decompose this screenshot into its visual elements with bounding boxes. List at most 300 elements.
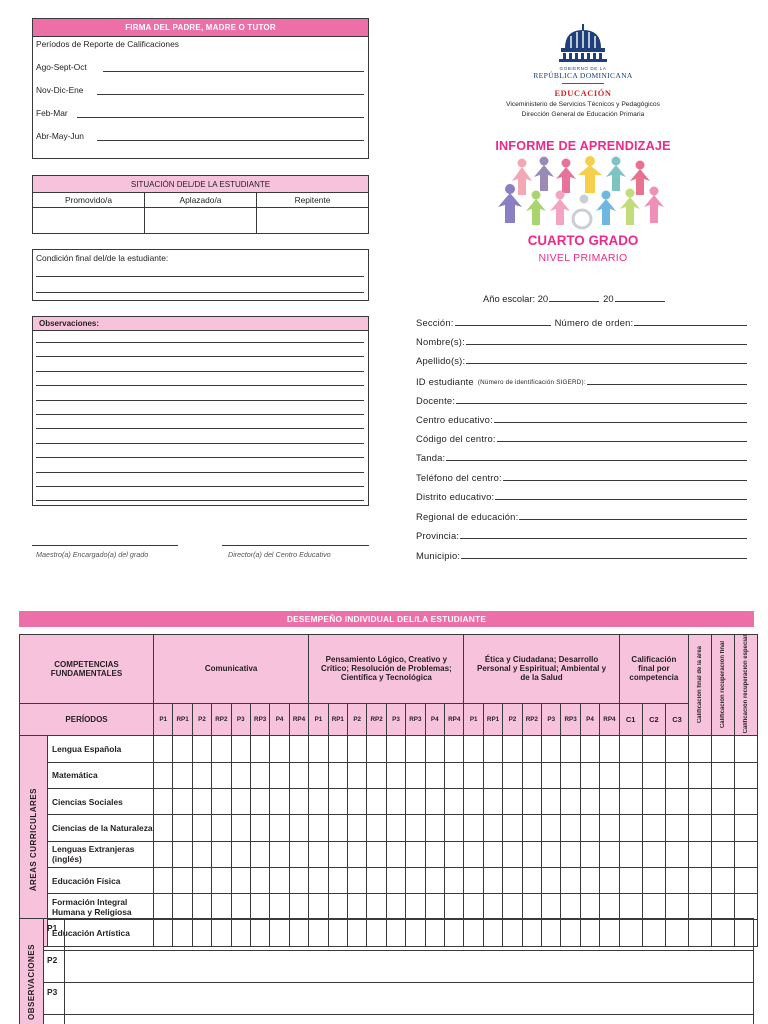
period-1-line[interactable] <box>103 71 364 72</box>
grade-cell[interactable] <box>425 841 444 867</box>
grade-cell[interactable] <box>689 736 712 762</box>
grade-cell[interactable] <box>192 815 211 841</box>
grade-cell[interactable] <box>154 762 173 788</box>
docente-row <box>416 392 747 406</box>
grade-cell[interactable] <box>580 736 599 762</box>
grade-cell[interactable] <box>231 894 250 920</box>
period-col-header: RP1 <box>483 703 502 736</box>
grade-cell[interactable] <box>425 867 444 893</box>
observaciones-line[interactable] <box>36 414 364 415</box>
observaciones-line[interactable] <box>36 356 364 357</box>
grade-cell[interactable] <box>619 894 642 920</box>
grade-cell[interactable] <box>348 736 367 762</box>
observaciones-line[interactable] <box>36 443 364 444</box>
grade-cell[interactable] <box>425 788 444 814</box>
grade-cell[interactable] <box>309 867 328 893</box>
grade-cell[interactable] <box>444 736 464 762</box>
subject-row <box>20 762 758 788</box>
obs-field-p1[interactable] <box>65 919 754 951</box>
grade-cell[interactable] <box>689 894 712 920</box>
grade-cell[interactable] <box>231 841 250 867</box>
grade-cell[interactable] <box>689 762 712 788</box>
grade-cell[interactable] <box>270 762 289 788</box>
grade-cell[interactable] <box>270 841 289 867</box>
grade-cell[interactable] <box>348 841 367 867</box>
municipio-label: Municipio: <box>416 550 461 561</box>
grade-cell[interactable] <box>154 841 173 867</box>
docente-label: Docente: <box>416 395 456 406</box>
repitente-cell[interactable] <box>257 208 368 233</box>
grade-cell[interactable] <box>231 736 250 762</box>
grade-cell[interactable] <box>600 815 619 841</box>
grade-cell[interactable] <box>542 762 561 788</box>
subject-name: Educación Física <box>48 867 154 893</box>
grade-cell[interactable] <box>328 788 347 814</box>
grade-cell[interactable] <box>735 894 758 920</box>
tanda-field[interactable] <box>446 460 747 461</box>
grade-cell[interactable] <box>367 762 386 788</box>
grade-cell[interactable] <box>386 736 405 762</box>
grade-cell[interactable] <box>522 841 541 867</box>
grade-cell[interactable] <box>425 736 444 762</box>
grade-cell[interactable] <box>580 841 599 867</box>
final-area-label: Calificación final de la área <box>696 645 703 723</box>
grade-cell[interactable] <box>367 815 386 841</box>
grade-cell[interactable] <box>522 736 541 762</box>
grade-cell[interactable] <box>665 841 688 867</box>
grade-cell[interactable] <box>642 867 665 893</box>
observaciones-line[interactable] <box>36 500 364 501</box>
obs-period-p3: P3 <box>44 983 65 1015</box>
obs-field-p4[interactable] <box>65 1015 754 1024</box>
grade-cell[interactable] <box>561 815 580 841</box>
grade-cell[interactable] <box>642 841 665 867</box>
grade-cell[interactable] <box>561 788 580 814</box>
grade-cell[interactable] <box>386 815 405 841</box>
direccion-text: Dirección General de Educación Primaria <box>521 111 645 118</box>
grade-cell[interactable] <box>367 867 386 893</box>
grade-cell[interactable] <box>464 815 483 841</box>
grade-cell[interactable] <box>328 894 347 920</box>
grade-cell[interactable] <box>212 788 231 814</box>
grade-cell[interactable] <box>689 788 712 814</box>
grade-cell[interactable] <box>503 762 522 788</box>
grade-cell[interactable] <box>542 867 561 893</box>
grade-cell[interactable] <box>309 841 328 867</box>
grade-cell[interactable] <box>503 788 522 814</box>
condicion-line-2[interactable] <box>36 292 364 293</box>
grade-cell[interactable] <box>642 788 665 814</box>
grade-cell[interactable] <box>689 867 712 893</box>
apellidos-label: Apellido(s): <box>416 355 466 366</box>
centro-label: Centro educativo: <box>416 414 493 425</box>
grade-cell[interactable] <box>231 788 250 814</box>
grade-cell[interactable] <box>348 815 367 841</box>
grade-cell[interactable] <box>580 894 599 920</box>
grade-cell[interactable] <box>154 894 173 920</box>
grade-cell[interactable] <box>154 736 173 762</box>
subject-name: Matemática <box>48 762 154 788</box>
grade-cell[interactable] <box>619 736 642 762</box>
grade-cell[interactable] <box>642 762 665 788</box>
recuperacion-especial-label: Calificación recuperación especial <box>742 635 749 734</box>
docente-field[interactable] <box>456 403 747 404</box>
anio-field-2[interactable] <box>615 301 665 302</box>
grade-cell[interactable] <box>522 788 541 814</box>
period-2-line[interactable] <box>97 94 364 95</box>
grade-cell[interactable] <box>173 736 192 762</box>
municipio-field[interactable] <box>461 558 747 559</box>
grade-cell[interactable] <box>619 815 642 841</box>
grade-cell[interactable] <box>619 762 642 788</box>
obs-field-p3[interactable] <box>65 983 754 1015</box>
grade-cell[interactable] <box>328 841 347 867</box>
grade-cell[interactable] <box>348 788 367 814</box>
option-promovido: Promovido/a <box>33 193 145 207</box>
grade-cell[interactable] <box>619 867 642 893</box>
grade-cell[interactable] <box>689 841 712 867</box>
grade-cell[interactable] <box>600 788 619 814</box>
observaciones-title: Observaciones: <box>33 317 368 331</box>
municipio-row <box>416 547 747 561</box>
director-signature-line[interactable] <box>222 545 369 546</box>
grade-cell[interactable] <box>309 815 328 841</box>
grade-cell[interactable] <box>503 867 522 893</box>
promovido-cell[interactable] <box>33 208 145 233</box>
maestro-signature-line[interactable] <box>32 545 178 546</box>
period-col-header: P4 <box>580 703 599 736</box>
grade-cell[interactable] <box>192 762 211 788</box>
grade-cell[interactable] <box>444 867 464 893</box>
apellidos-field[interactable] <box>466 363 747 364</box>
grade-cell[interactable] <box>173 867 192 893</box>
grade-cell[interactable] <box>289 841 308 867</box>
grade-cell[interactable] <box>464 867 483 893</box>
provincia-field[interactable] <box>460 538 747 539</box>
grade-cell[interactable] <box>561 736 580 762</box>
grade-cell[interactable] <box>580 867 599 893</box>
nombres-row <box>416 333 747 347</box>
anio-label: Año escolar: 20 <box>483 293 549 304</box>
subject-row <box>20 867 758 893</box>
grade-cell[interactable] <box>542 894 561 920</box>
grade-cell[interactable] <box>642 736 665 762</box>
grade-cell[interactable] <box>542 788 561 814</box>
subject-row <box>20 815 758 841</box>
seccion-field[interactable] <box>455 325 551 326</box>
grade-cell[interactable] <box>665 894 688 920</box>
grade-cell[interactable] <box>270 867 289 893</box>
grade-cell[interactable] <box>561 762 580 788</box>
grade-cell[interactable] <box>406 815 425 841</box>
grade-cell[interactable] <box>483 841 502 867</box>
grade-cell[interactable] <box>289 736 308 762</box>
grade-cell[interactable] <box>580 815 599 841</box>
grade-cell[interactable] <box>444 762 464 788</box>
grade-cell[interactable] <box>483 788 502 814</box>
nombres-field[interactable] <box>466 344 747 345</box>
grade-cell[interactable] <box>561 894 580 920</box>
grade-cell[interactable] <box>173 894 192 920</box>
grade-cell[interactable] <box>154 788 173 814</box>
condicion-box <box>32 249 369 301</box>
grade-cell[interactable] <box>250 815 269 841</box>
grade-cell[interactable] <box>464 762 483 788</box>
option-repitente: Repitente <box>294 195 331 205</box>
grade-cell[interactable] <box>503 894 522 920</box>
competency-col-header: C1 <box>619 703 642 736</box>
grade-cell[interactable] <box>192 788 211 814</box>
grade-cell[interactable] <box>231 867 250 893</box>
grade-cell[interactable] <box>561 867 580 893</box>
grade-cell[interactable] <box>212 841 231 867</box>
grade-cell[interactable] <box>231 815 250 841</box>
grade-cell[interactable] <box>561 841 580 867</box>
grade-cell[interactable] <box>712 841 735 867</box>
grade-cell[interactable] <box>289 815 308 841</box>
grade-cell[interactable] <box>289 788 308 814</box>
grade-cell[interactable] <box>619 841 642 867</box>
grade-cell[interactable] <box>289 894 308 920</box>
grade-cell[interactable] <box>212 762 231 788</box>
grade-cell[interactable] <box>712 788 735 814</box>
observaciones-line[interactable] <box>36 400 364 401</box>
grade-cell[interactable] <box>192 736 211 762</box>
distrito-row <box>416 488 747 502</box>
group-comunicativa: Comunicativa <box>154 635 309 704</box>
grade-cell[interactable] <box>600 867 619 893</box>
grade-cell[interactable] <box>309 788 328 814</box>
grade-cell[interactable] <box>406 788 425 814</box>
grade-cell[interactable] <box>328 736 347 762</box>
grade-cell[interactable] <box>735 867 758 893</box>
grade-cell[interactable] <box>250 788 269 814</box>
grade-cell[interactable] <box>503 815 522 841</box>
desempeno-title: DESEMPEÑO INDIVIDUAL DEL/LA ESTUDIANTE <box>19 611 754 627</box>
grade-cell[interactable] <box>542 841 561 867</box>
grade-cell[interactable] <box>173 762 192 788</box>
grade-cell[interactable] <box>444 815 464 841</box>
grade-cell[interactable] <box>406 762 425 788</box>
grade-cell[interactable] <box>154 867 173 893</box>
grade-cell[interactable] <box>386 788 405 814</box>
grade-cell[interactable] <box>735 788 758 814</box>
grade-cell[interactable] <box>735 841 758 867</box>
grade-cell[interactable] <box>464 841 483 867</box>
grade-cell[interactable] <box>192 867 211 893</box>
grade-cell[interactable] <box>289 867 308 893</box>
grade-cell[interactable] <box>642 815 665 841</box>
grade-cell[interactable] <box>483 894 502 920</box>
grade-cell[interactable] <box>386 894 405 920</box>
grade-cell[interactable] <box>328 762 347 788</box>
obs-period-p1: P1 <box>44 919 65 951</box>
grade-cell[interactable] <box>483 736 502 762</box>
grade-cell[interactable] <box>735 762 758 788</box>
grade-cell[interactable] <box>406 841 425 867</box>
grade-cell[interactable] <box>425 894 444 920</box>
grade-cell[interactable] <box>712 762 735 788</box>
aplazado-cell[interactable] <box>145 208 257 233</box>
grade-cell[interactable] <box>212 736 231 762</box>
competencias-header: COMPETENCIAS FUNDAMENTALES <box>20 635 154 704</box>
grade-cell[interactable] <box>367 788 386 814</box>
grade-cell[interactable] <box>600 736 619 762</box>
grade-cell[interactable] <box>735 736 758 762</box>
grade-cell[interactable] <box>154 815 173 841</box>
grade-cell[interactable] <box>483 867 502 893</box>
periods-label: Períodos de Reporte de Calificaciones <box>36 39 179 49</box>
codigo-field[interactable] <box>497 441 747 442</box>
grade-cell[interactable] <box>173 815 192 841</box>
anio-field-1[interactable] <box>549 301 599 302</box>
grade-cell[interactable] <box>309 762 328 788</box>
grade-cell[interactable] <box>665 815 688 841</box>
period-3-label: Feb-Mar <box>36 108 68 118</box>
grade-cell[interactable] <box>348 762 367 788</box>
grade-cell[interactable] <box>522 762 541 788</box>
grade-cell[interactable] <box>580 788 599 814</box>
grade-cell[interactable] <box>665 788 688 814</box>
grade-cell[interactable] <box>192 841 211 867</box>
observaciones-line[interactable] <box>36 385 364 386</box>
grade-cell[interactable] <box>212 867 231 893</box>
grade-cell[interactable] <box>619 788 642 814</box>
grade-cell[interactable] <box>250 841 269 867</box>
grade-cell[interactable] <box>328 867 347 893</box>
firma-box <box>32 18 369 159</box>
grade-cell[interactable] <box>735 815 758 841</box>
subject-row <box>20 894 758 920</box>
grade-cell[interactable] <box>464 788 483 814</box>
observaciones-line[interactable] <box>36 457 364 458</box>
grade-cell[interactable] <box>444 894 464 920</box>
grade-cell[interactable] <box>386 762 405 788</box>
grade-cell[interactable] <box>665 762 688 788</box>
grade-cell[interactable] <box>522 894 541 920</box>
distrito-field[interactable] <box>495 499 747 500</box>
grade-cell[interactable] <box>309 736 328 762</box>
grade-cell[interactable] <box>231 762 250 788</box>
grade-cell[interactable] <box>542 736 561 762</box>
gov-divider <box>562 83 604 84</box>
grade-cell[interactable] <box>600 894 619 920</box>
grade-cell[interactable] <box>212 815 231 841</box>
observaciones-line[interactable] <box>36 486 364 487</box>
grade-cell[interactable] <box>250 762 269 788</box>
report-title: INFORME DE APRENDIZAJE <box>495 139 671 153</box>
grade-cell[interactable] <box>503 841 522 867</box>
tanda-row <box>416 449 747 463</box>
grade-cell[interactable] <box>542 815 561 841</box>
grade-cell[interactable] <box>522 867 541 893</box>
grade-cell[interactable] <box>289 762 308 788</box>
grade-cell[interactable] <box>270 894 289 920</box>
grade-cell[interactable] <box>464 736 483 762</box>
grade-cell[interactable] <box>425 762 444 788</box>
seccion-label: Sección: <box>416 317 454 328</box>
grade-cell[interactable] <box>689 815 712 841</box>
grade-cell[interactable] <box>483 815 502 841</box>
provincia-label: Provincia: <box>416 530 460 541</box>
grade-cell[interactable] <box>386 841 405 867</box>
grade-cell[interactable] <box>642 894 665 920</box>
grade-cell[interactable] <box>367 736 386 762</box>
subject-name: Lenguas Extranjeras (inglés) <box>48 841 154 867</box>
grade-cell[interactable] <box>464 894 483 920</box>
grade-cell[interactable] <box>367 841 386 867</box>
grade-cell[interactable] <box>250 867 269 893</box>
observaciones-line[interactable] <box>36 472 364 473</box>
grade-cell[interactable] <box>600 841 619 867</box>
subject-name: Ciencias Sociales <box>48 788 154 814</box>
grade-cell[interactable] <box>192 894 211 920</box>
grade-cell[interactable] <box>406 867 425 893</box>
grade-cell[interactable] <box>425 815 444 841</box>
grade-cell[interactable] <box>270 736 289 762</box>
grade-cell[interactable] <box>328 815 347 841</box>
grade-cell[interactable] <box>348 867 367 893</box>
grade-cell[interactable] <box>444 788 464 814</box>
observaciones-line[interactable] <box>36 342 364 343</box>
period-4-line[interactable] <box>97 140 364 141</box>
regional-field[interactable] <box>519 519 747 520</box>
observaciones-line[interactable] <box>36 428 364 429</box>
subject-row <box>20 788 758 814</box>
period-col-header: RP2 <box>367 703 386 736</box>
grade-cell[interactable] <box>444 841 464 867</box>
grade-cell[interactable] <box>406 736 425 762</box>
grade-cell[interactable] <box>712 736 735 762</box>
id-field[interactable] <box>587 384 747 385</box>
grade-cell[interactable] <box>522 815 541 841</box>
grade-cell[interactable] <box>712 867 735 893</box>
grade-cell[interactable] <box>173 788 192 814</box>
obs-field-p2[interactable] <box>65 951 754 983</box>
grade-cell[interactable] <box>483 762 502 788</box>
observaciones-line[interactable] <box>36 371 364 372</box>
period-3-line[interactable] <box>77 117 364 118</box>
grade-cell[interactable] <box>270 788 289 814</box>
grade-cell[interactable] <box>665 867 688 893</box>
grade-cell[interactable] <box>367 894 386 920</box>
period-col-header: RP2 <box>522 703 541 736</box>
grade-cell[interactable] <box>212 894 231 920</box>
grade-cell[interactable] <box>250 894 269 920</box>
grade-cell[interactable] <box>580 762 599 788</box>
grade-cell[interactable] <box>348 894 367 920</box>
grade-cell[interactable] <box>712 894 735 920</box>
grade-cell[interactable] <box>406 894 425 920</box>
centro-row <box>416 411 747 425</box>
numero-label: Número de orden: <box>554 317 634 328</box>
grade-cell[interactable] <box>712 815 735 841</box>
condicion-line-1[interactable] <box>36 276 364 277</box>
grade-cell[interactable] <box>173 841 192 867</box>
numero-field[interactable] <box>634 325 747 326</box>
centro-field[interactable] <box>494 422 747 423</box>
grade-cell[interactable] <box>665 736 688 762</box>
grade-cell[interactable] <box>270 815 289 841</box>
telefono-label: Teléfono del centro: <box>416 472 502 483</box>
grade-cell[interactable] <box>600 762 619 788</box>
telefono-field[interactable] <box>503 480 747 481</box>
grade-cell[interactable] <box>250 736 269 762</box>
grade-cell[interactable] <box>386 867 405 893</box>
observaciones-side-text: OBSERVACIONES <box>27 943 36 1020</box>
grade-cell[interactable] <box>503 736 522 762</box>
grade-cell[interactable] <box>309 894 328 920</box>
